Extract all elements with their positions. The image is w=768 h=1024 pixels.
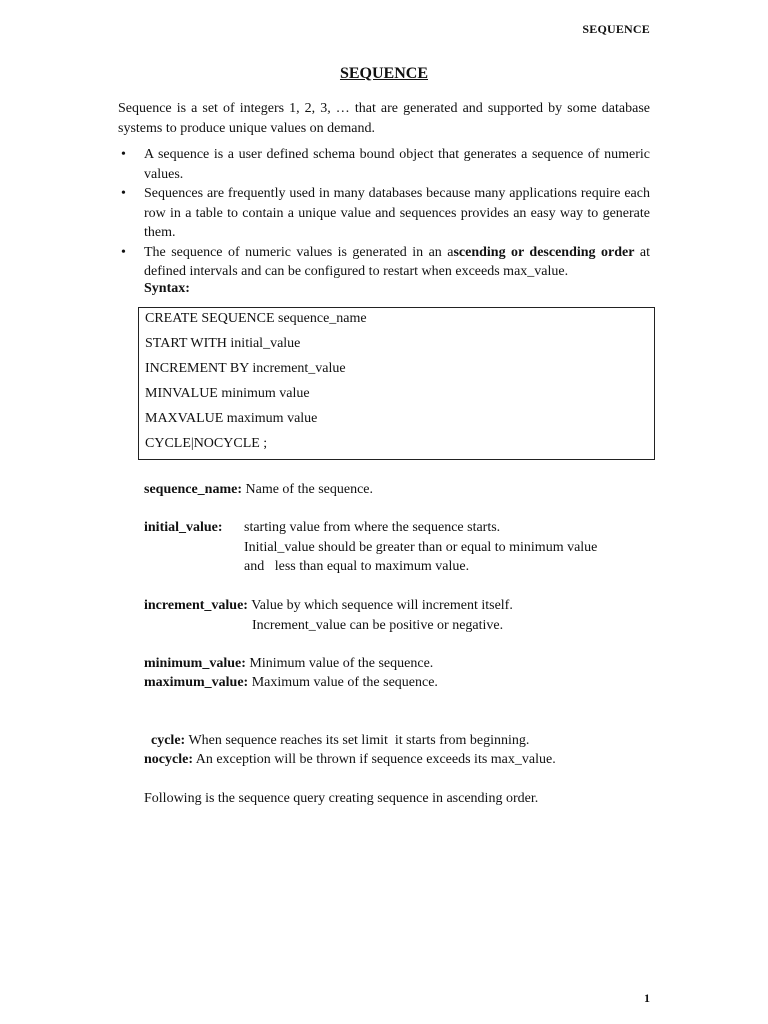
syntax-line: MAXVALUE maximum value	[145, 411, 318, 426]
definition-desc: Minimum value of the sequence.	[245, 656, 434, 671]
definition-term: nocycle:	[144, 752, 193, 767]
syntax-line: CREATE SEQUENCE sequence_name	[145, 311, 367, 326]
definition-desc: Increment_value can be positive or negative.	[252, 617, 504, 633]
definition-increment-value	[144, 596, 664, 636]
list-item	[118, 184, 650, 243]
bullet-icon: •	[121, 244, 126, 260]
definition-desc: Initial_value should be greater than or equal to minimum value	[244, 539, 598, 555]
definition-term: cycle:	[151, 732, 186, 748]
list-item	[118, 145, 650, 184]
syntax-line: INCREMENT BY increment_value	[145, 361, 346, 376]
running-header: SEQUENCE	[582, 22, 650, 36]
syntax-label: Syntax:	[144, 281, 190, 296]
syntax-line: MINVALUE minimum value	[145, 386, 310, 401]
page-title: SEQUENCE	[339, 65, 429, 82]
definition-desc: Value by which sequence will increment itself.	[247, 598, 513, 613]
definition-cycle	[144, 711, 529, 750]
definition-desc: and less than equal to maximum value.	[244, 559, 470, 574]
definition-desc: When sequence reaches its set limit it starts from beginning.	[185, 732, 530, 748]
definition-desc: Name of the sequence.	[242, 482, 373, 497]
definition-minimum-value	[144, 654, 433, 674]
definition-initial-value	[144, 518, 664, 578]
bullet-text: A sequence is a user defined schema bound object that generates a sequence of numeric values.	[144, 147, 650, 182]
intro-paragraph: Sequence is a set of integers 1, 2, 3, … that are generated and supported by some database systems to produce unique values on demand.	[118, 101, 650, 136]
definition-sequence-name	[144, 480, 373, 500]
page-number: 1	[644, 991, 650, 1005]
definition-term: minimum_value:	[144, 656, 246, 671]
definition-term: initial_value:	[144, 520, 223, 535]
definition-nocycle	[144, 750, 556, 770]
list-item	[118, 243, 650, 282]
definition-maximum-value	[144, 673, 438, 693]
definition-desc: Maximum value of the sequence.	[248, 675, 438, 690]
bullet-icon: •	[121, 186, 126, 201]
definition-desc: starting value from where the sequence starts.	[244, 520, 501, 535]
bullet-icon: •	[121, 147, 126, 162]
bullet-list	[118, 145, 650, 282]
syntax-line: START WITH initial_value	[145, 336, 301, 351]
definition-desc: An exception will be thrown if sequence exceeds its max_value.	[192, 752, 556, 767]
definition-term: increment_value:	[144, 598, 248, 613]
syntax-box	[138, 307, 655, 460]
bullet-text: Sequences are frequently used in many databases because many applications require each row in a table to contain a unique value and sequences provides an easy way to generate them.	[144, 186, 650, 240]
bullet-text-bold: scending or descending order	[453, 244, 635, 260]
bullet-text-before: The sequence of numeric values is generated in an a	[144, 244, 454, 260]
bullet-text-after: at defined intervals and can be configured to restart when exceeds max_value.	[144, 244, 650, 279]
closing-paragraph: Following is the sequence query creating sequence in ascending order.	[144, 791, 539, 806]
syntax-line: CYCLE|NOCYCLE ;	[145, 436, 268, 451]
definition-term: sequence_name:	[144, 482, 242, 497]
definition-term: maximum_value:	[144, 675, 249, 690]
